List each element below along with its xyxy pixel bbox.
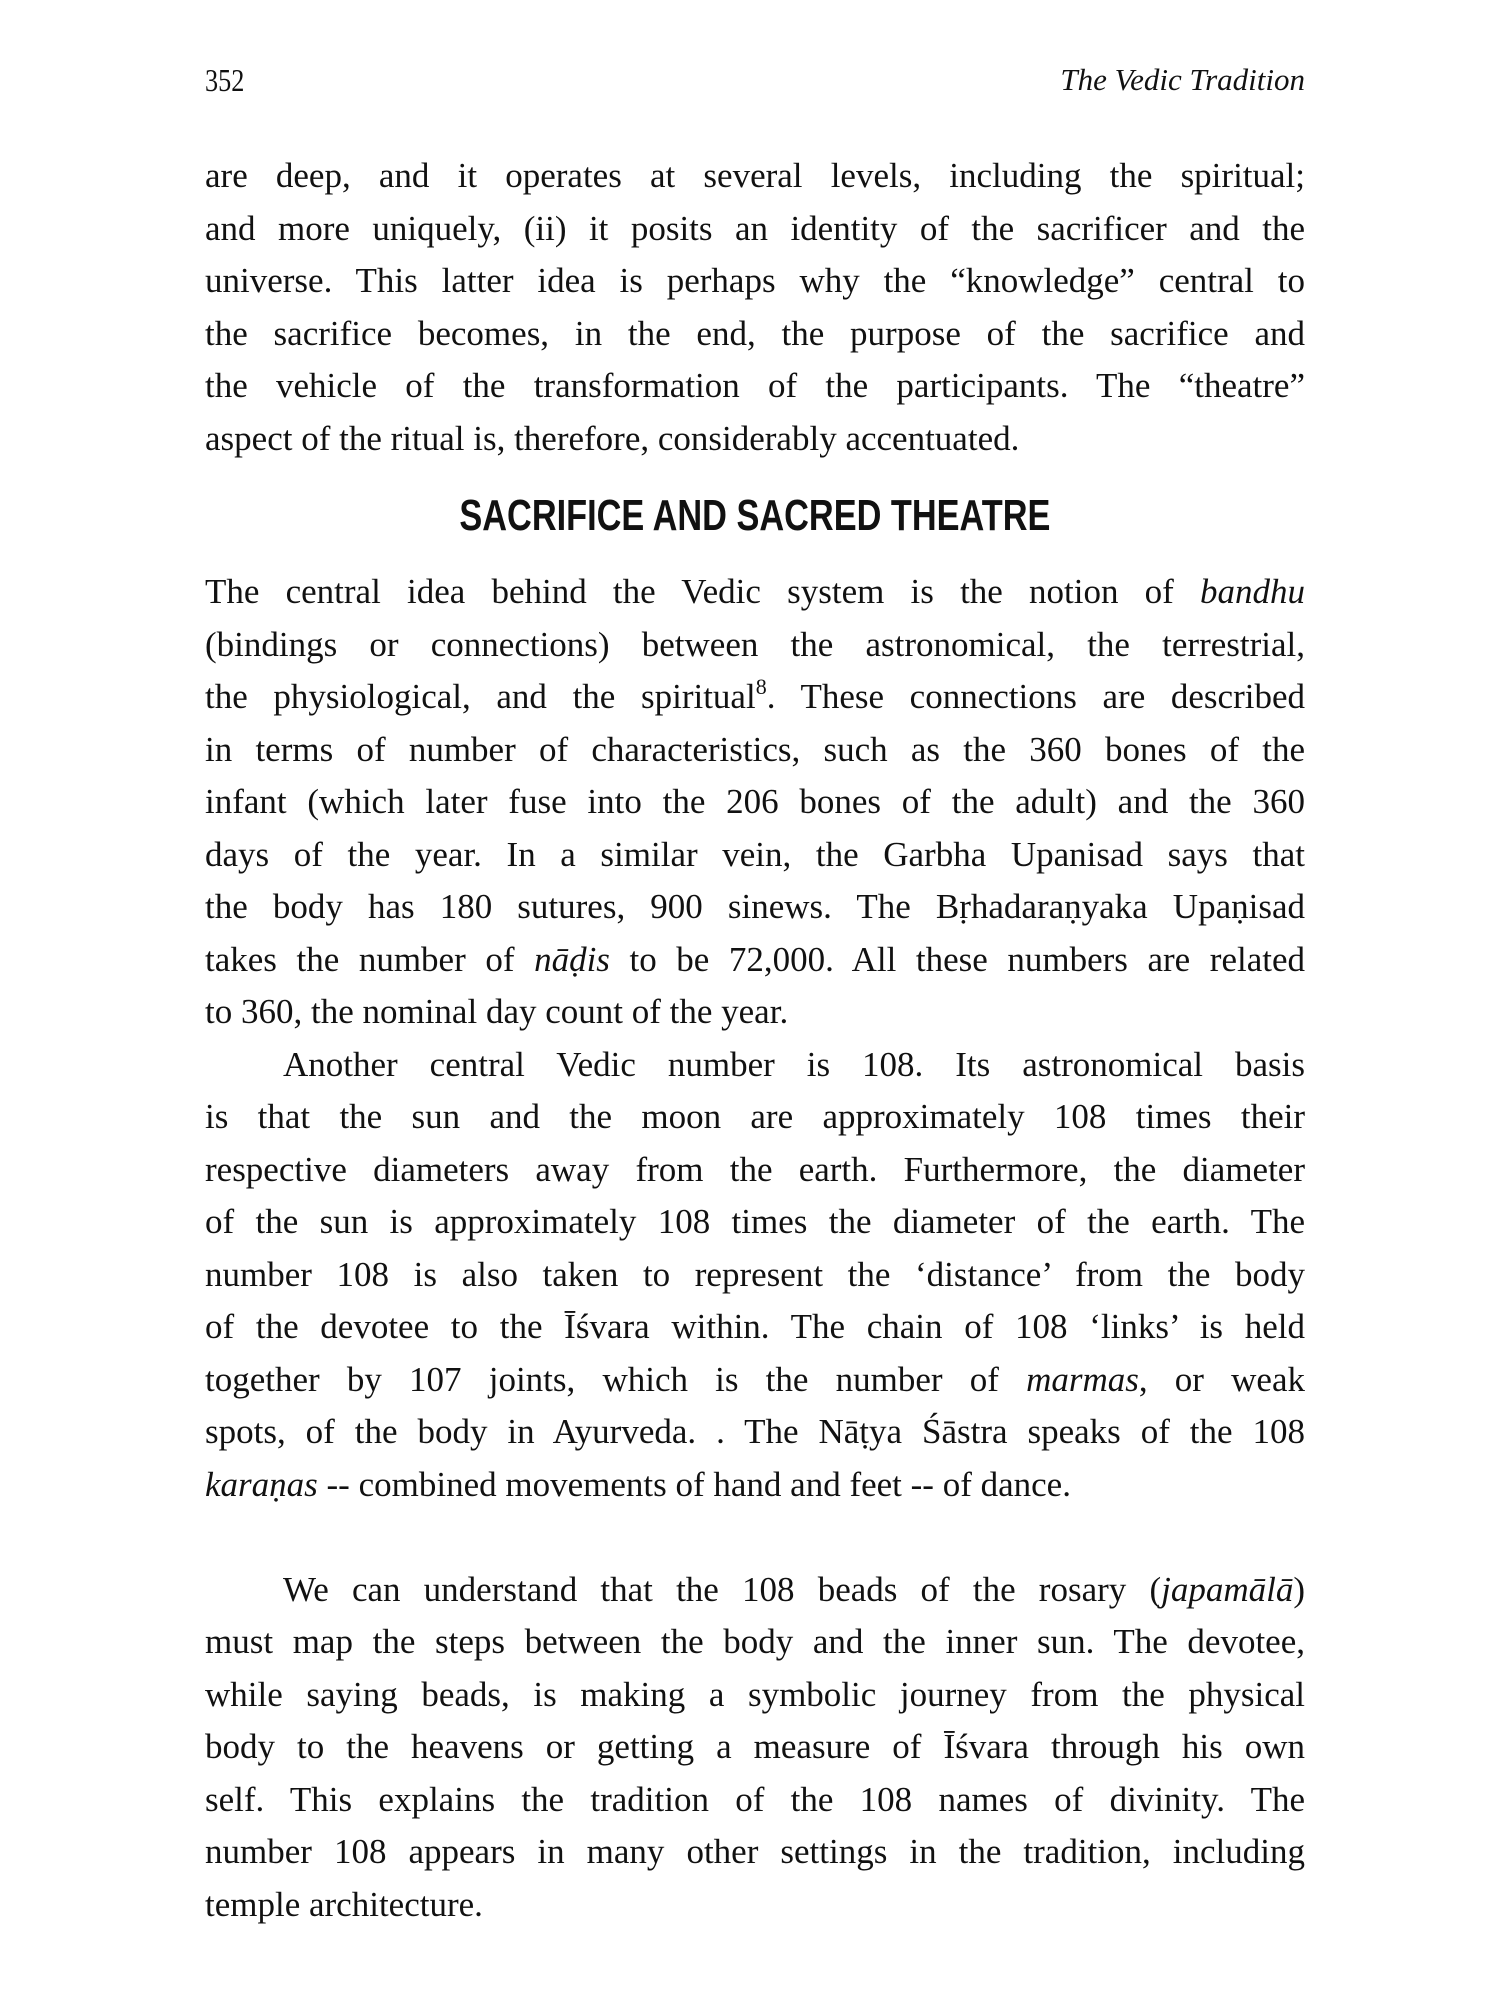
text-line: together by 107 joints, which is the number of marmas, or weak <box>205 1359 1305 1399</box>
italic-term: nāḍis <box>534 939 610 979</box>
text-line: of the devotee to the Īśvara within. The chain of 108 ‘links’ is held <box>205 1307 1305 1346</box>
footnote-marker[interactable]: 8 <box>755 674 767 699</box>
text-line: karaṇas -- combined movements of hand and feet -- of dance. <box>205 1464 1071 1504</box>
page-number: 352 <box>205 62 245 98</box>
text-line: The central idea behind the Vedic system is the notion of bandhu <box>205 572 1305 611</box>
text-line: infant (which later fuse into the 206 bones of the adult) and the 360 <box>205 782 1305 821</box>
text-line: self. This explains the tradition of the 108 names of divinity. The <box>205 1779 1305 1819</box>
paragraph <box>205 1039 1305 1512</box>
text-line: is that the sun and the moon are approximately 108 times their <box>205 1097 1305 1136</box>
text-line: spots, of the body in Ayurveda. . The Nāṭya Śāstra speaks of the 108 <box>205 1412 1305 1451</box>
italic-term: japamālā <box>1161 1569 1294 1609</box>
text-line: to 360, the nominal day count of the year. <box>205 992 789 1031</box>
text-line: the body has 180 sutures, 900 sinews. The Bṛhadaraṇyaka Upaṇisad <box>205 887 1305 926</box>
running-head <box>205 58 1305 102</box>
text-line: must map the steps between the body and the inner sun. The devotee, <box>205 1622 1305 1661</box>
text-line: temple architecture. <box>205 1884 483 1924</box>
paragraph <box>205 566 1305 1039</box>
text-line: the vehicle of the transformation of the participants. The “theatre” <box>205 366 1305 405</box>
text-line: the physiological, and the spiritual$^8$. These connections are described <box>205 674 1305 716</box>
text-line: in terms of number of characteristics, such as the 360 bones of the <box>205 729 1305 769</box>
text-line: body to the heavens or getting a measure of Īśvara through his own <box>205 1727 1305 1766</box>
paragraph <box>205 150 1305 465</box>
italic-term: karaṇas <box>205 1464 318 1504</box>
text-line: (bindings or connections) between the astronomical, the terrestrial, <box>205 624 1305 664</box>
text-line: Another central Vedic number is 108. Its astronomical basis <box>283 1044 1305 1084</box>
section-heading-text: SACRIFICE AND SACRED THEATRE <box>459 491 1051 540</box>
text-line: number 108 is also taken to represent the ‘distance’ from the body <box>205 1254 1305 1294</box>
text-line: respective diameters away from the earth. Furthermore, the diameter <box>205 1149 1305 1189</box>
text-line: takes the number of nāḍis to be 72,000. All these numbers are related <box>205 939 1305 979</box>
paragraph <box>205 1564 1305 1932</box>
text-line: We can understand that the 108 beads of the rosary (japamālā) <box>283 1569 1305 1609</box>
italic-term: marmas <box>1026 1359 1139 1399</box>
section-heading <box>205 486 1305 546</box>
text-line: of the sun is approximately 108 times the diameter of the earth. The <box>205 1202 1305 1241</box>
italic-term: bandhu <box>1200 572 1305 611</box>
text-line: aspect of the ritual is, therefore, considerably accentuated. <box>205 418 1020 458</box>
text-line: number 108 appears in many other settings in the tradition, including <box>205 1832 1305 1871</box>
text-line: are deep, and it operates at several levels, including the spiritual; <box>205 156 1305 195</box>
text-line: days of the year. In a similar vein, the Garbha Upanisad says that <box>205 834 1305 874</box>
text-line: while saying beads, is making a symbolic journey from the physical <box>205 1674 1305 1714</box>
text-line: the sacrifice becomes, in the end, the purpose of the sacrifice and <box>205 313 1305 353</box>
text-line: and more uniquely, (ii) it posits an identity of the sacrificer and the <box>205 208 1305 248</box>
book-title: The Vedic Tradition <box>1060 62 1305 97</box>
text-line: universe. This latter idea is perhaps why the “knowledge” central to <box>205 261 1305 300</box>
